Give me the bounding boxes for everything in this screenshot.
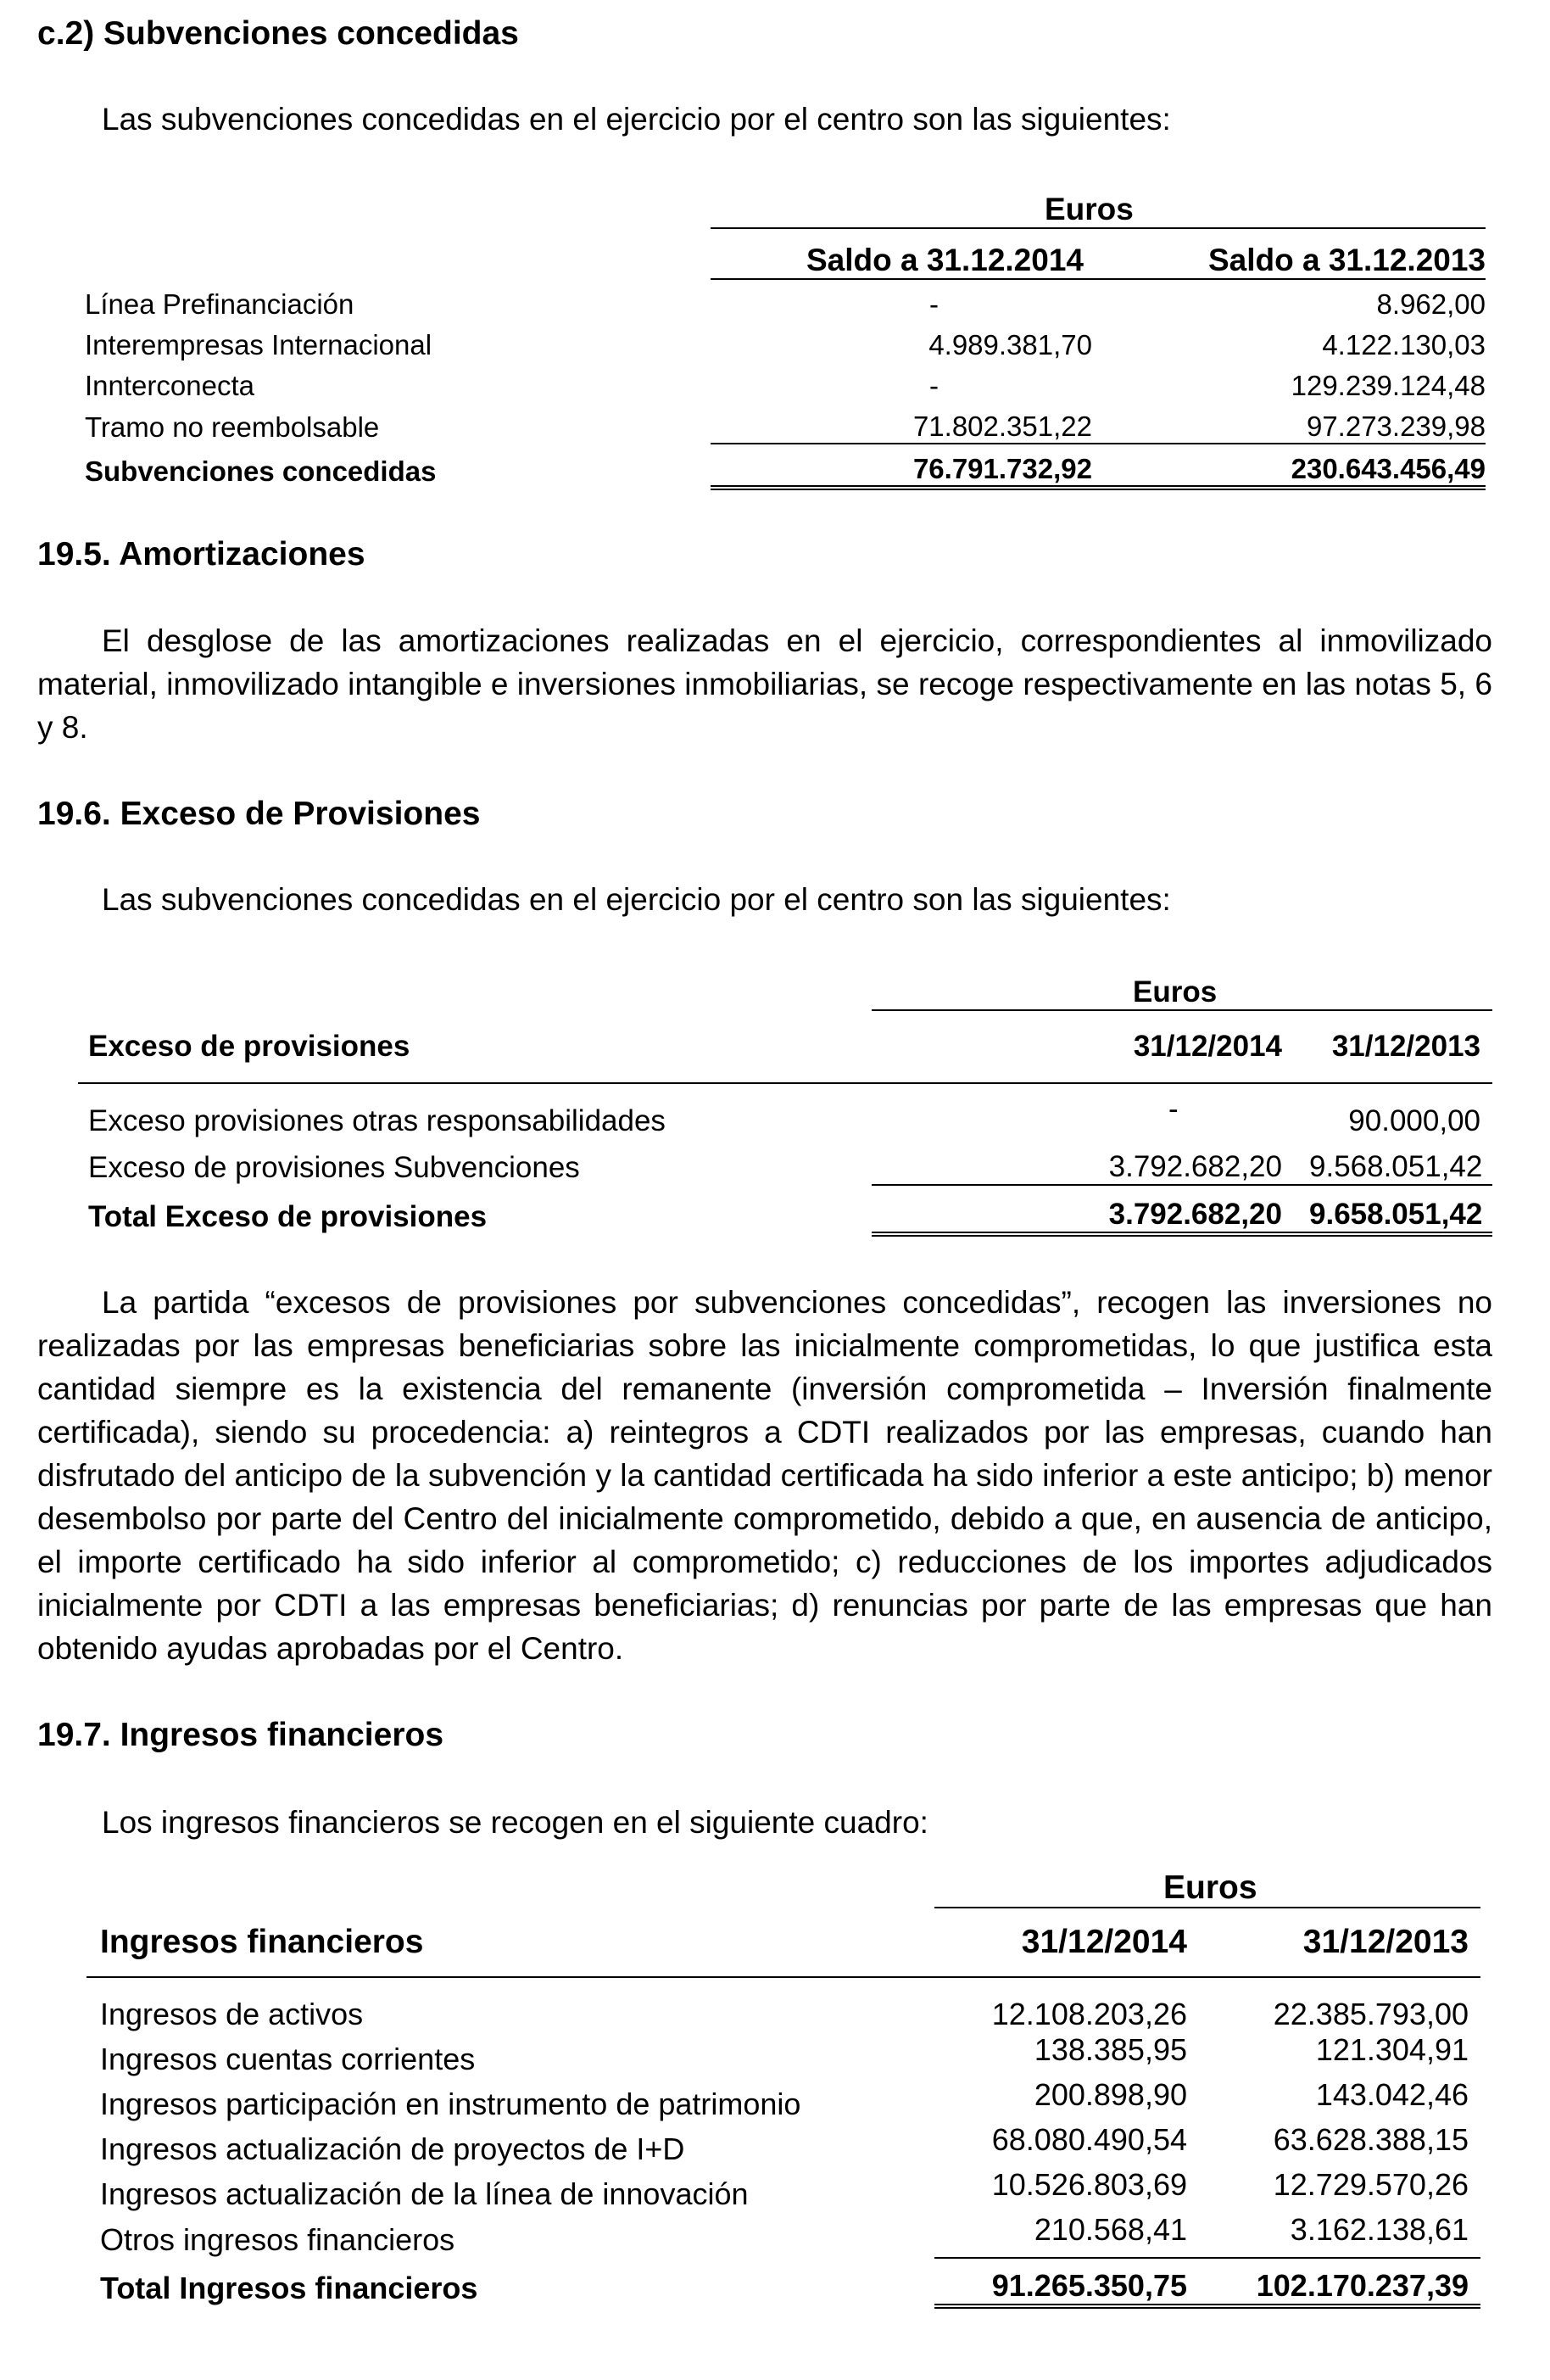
column-header-2013: Saldo a 31.12.2013 (1160, 228, 1486, 279)
row-value-2014: 12.108.203,26 (991, 1997, 1187, 2031)
table-row (85, 402, 1486, 444)
column-header-label: Ingresos financieros (86, 1908, 934, 1977)
table-header-row (85, 228, 1486, 279)
total-value-2014: 76.791.732,92 (711, 444, 1160, 488)
table-total-row (86, 2258, 1480, 2306)
row-value-2013: 8.962,00 (1376, 288, 1486, 320)
total-label: Subvenciones concedidas (85, 455, 437, 487)
row-label: Ingresos de activos (100, 1997, 364, 2031)
total-label: Total Exceso de provisiones (88, 1200, 488, 1233)
table-total-row (85, 444, 1486, 488)
paragraph-exceso-provisiones: La partida “excesos de provisiones por subvenciones concedidas”, recogen las inversiones no realizadas por las empresas beneficiarias sobre las inicialmente comprometidas, lo que justifica esta cantidad siempre es la existencia del remanente (inversión comprometida – Inversión finalmente certificada), siendo su procedencia: a) reintegros a CDTI realizados por las empresas, cuando han disfrutado del anticipo de la subvención y la cantidad certificada ha sido inferior a este anticipo; b) menor desembolso por parte del Centro del inicialmente comprometido, debido a que, en ausencia de anticipo, el importe certificado ha sido inferior al comprometido; c) reducciones de los importes adjudicados inicialmente por CDTI a las empresas beneficiarias; d) renuncias por parte de las empresas que han obtenido ayudas aprobadas por el Centro. (37, 1285, 1492, 1666)
total-value-2013: 9.658.051,42 (1309, 1185, 1492, 1234)
row-value-2013: 4.122.130,03 (1322, 329, 1486, 360)
column-header-2013: 31/12/2013 (1209, 1908, 1480, 1977)
row-label: Exceso provisiones otras responsabilidades (88, 1104, 666, 1137)
row-value-2014: 68.080.490,54 (991, 2122, 1187, 2157)
column-header-2014: 31/12/2014 (934, 1908, 1209, 1977)
row-label: Tramo no reembolsable (85, 411, 380, 443)
section-intro-c2: Las subvenciones concedidas en el ejercicio por el centro son las siguientes: (102, 102, 1171, 137)
row-value-2013: 90.000,00 (1348, 1104, 1481, 1137)
table-header-unit (78, 964, 1492, 1010)
table-row (78, 1083, 1492, 1138)
row-value-2014: - (929, 370, 939, 401)
column-header-2014: 31/12/2014 (872, 1010, 1309, 1083)
table-row (85, 279, 1486, 321)
table-header-unit (86, 1861, 1480, 1908)
table-row (85, 321, 1486, 361)
row-label: Línea Prefinanciación (85, 288, 354, 320)
row-label: Ingresos participación en instrumento de patrimonio (100, 2087, 801, 2121)
row-label: Ingresos cuentas corrientes (100, 2042, 476, 2076)
row-value-2014: 138.385,95 (1034, 2032, 1187, 2067)
row-value-2013: 22.385.793,00 (1273, 1997, 1469, 2031)
total-value-2014: 3.792.682,20 (872, 1185, 1309, 1234)
row-value-2013: 3.162.138,61 (1209, 2212, 1480, 2258)
row-value-2014: 4.989.381,70 (928, 329, 1092, 360)
column-header-label: Exceso de provisiones (78, 1010, 872, 1083)
column-header-2014: Saldo a 31.12.2014 (711, 228, 1160, 279)
table-row (86, 2212, 1480, 2258)
table-row (86, 2077, 1480, 2122)
row-label: Innterconecta (85, 370, 254, 401)
subvenciones-table (85, 178, 1486, 490)
section-intro-19-6: Las subvenciones concedidas en el ejercicio por el centro son las siguientes: (102, 882, 1171, 917)
row-value-2013: 121.304,91 (1315, 2032, 1469, 2067)
row-label: Exceso de provisiones Subvenciones (88, 1151, 580, 1184)
unit-label: Euros (711, 178, 1486, 228)
paragraph-amortizaciones: El desglose de las amortizaciones realizadas en el ejercicio, correspondientes al inmovilizado material, inmovilizado intangible e inversiones inmobiliarias, se recoge respectivamente en las notas 5, 6 y 8. (37, 623, 1492, 745)
total-value-2013: 230.643.456,49 (1160, 444, 1486, 488)
table-row (85, 361, 1486, 402)
table-row (86, 2032, 1480, 2077)
column-header-2013: 31/12/2013 (1309, 1010, 1492, 1083)
row-label: Interempresas Internacional (85, 329, 432, 360)
table-row (86, 2167, 1480, 2212)
row-value-2014: - (929, 288, 939, 320)
row-value-2013: 63.628.388,15 (1273, 2122, 1469, 2157)
ingresos-financieros-table (86, 1861, 1480, 2309)
table-total-row (78, 1185, 1492, 1234)
table-header-row (86, 1908, 1480, 1977)
row-value-2013: 12.729.570,26 (1273, 2167, 1469, 2202)
total-value-2013: 102.170.237,39 (1209, 2258, 1480, 2306)
table-row (78, 1138, 1492, 1185)
row-value-2013: 9.568.051,42 (1309, 1138, 1492, 1185)
section-title-19-5: 19.5. Amortizaciones (37, 536, 365, 573)
row-label: Ingresos actualización de proyectos de I+D (100, 2131, 685, 2166)
row-label: Otros ingresos financieros (100, 2222, 455, 2257)
unit-label: Euros (872, 964, 1492, 1010)
section-intro-19-7: Los ingresos financieros se recogen en el siguiente cuadro: (102, 1805, 928, 1840)
row-value-2014: 10.526.803,69 (991, 2167, 1187, 2202)
total-value-2014: 91.265.350,75 (934, 2258, 1209, 2306)
section-title-c2: c.2) Subvenciones concedidas (37, 15, 519, 52)
row-value-2013: 97.273.239,98 (1160, 402, 1486, 444)
table-header-row (78, 1010, 1492, 1083)
row-value-2013: 143.042,46 (1315, 2077, 1469, 2112)
row-value-2014: 71.802.351,22 (711, 402, 1160, 444)
unit-label: Euros (934, 1861, 1480, 1908)
row-value-2013: 129.239.124,48 (1291, 370, 1486, 401)
table-row (86, 2122, 1480, 2167)
row-value-2014: 3.792.682,20 (872, 1138, 1309, 1185)
row-value-2014: - (1168, 1092, 1179, 1126)
section-title-19-7: 19.7. Ingresos financieros (37, 1717, 444, 1753)
table-header-unit (85, 178, 1486, 228)
exceso-provisiones-table (78, 964, 1492, 1237)
row-value-2014: 210.568,41 (934, 2212, 1209, 2258)
table-row (86, 1977, 1480, 2032)
section-title-19-6: 19.6. Exceso de Provisiones (37, 796, 481, 832)
row-label: Ingresos actualización de la línea de innovación (100, 2176, 749, 2211)
row-value-2014: 200.898,90 (1034, 2077, 1187, 2112)
total-label: Total Ingresos financieros (100, 2271, 478, 2305)
